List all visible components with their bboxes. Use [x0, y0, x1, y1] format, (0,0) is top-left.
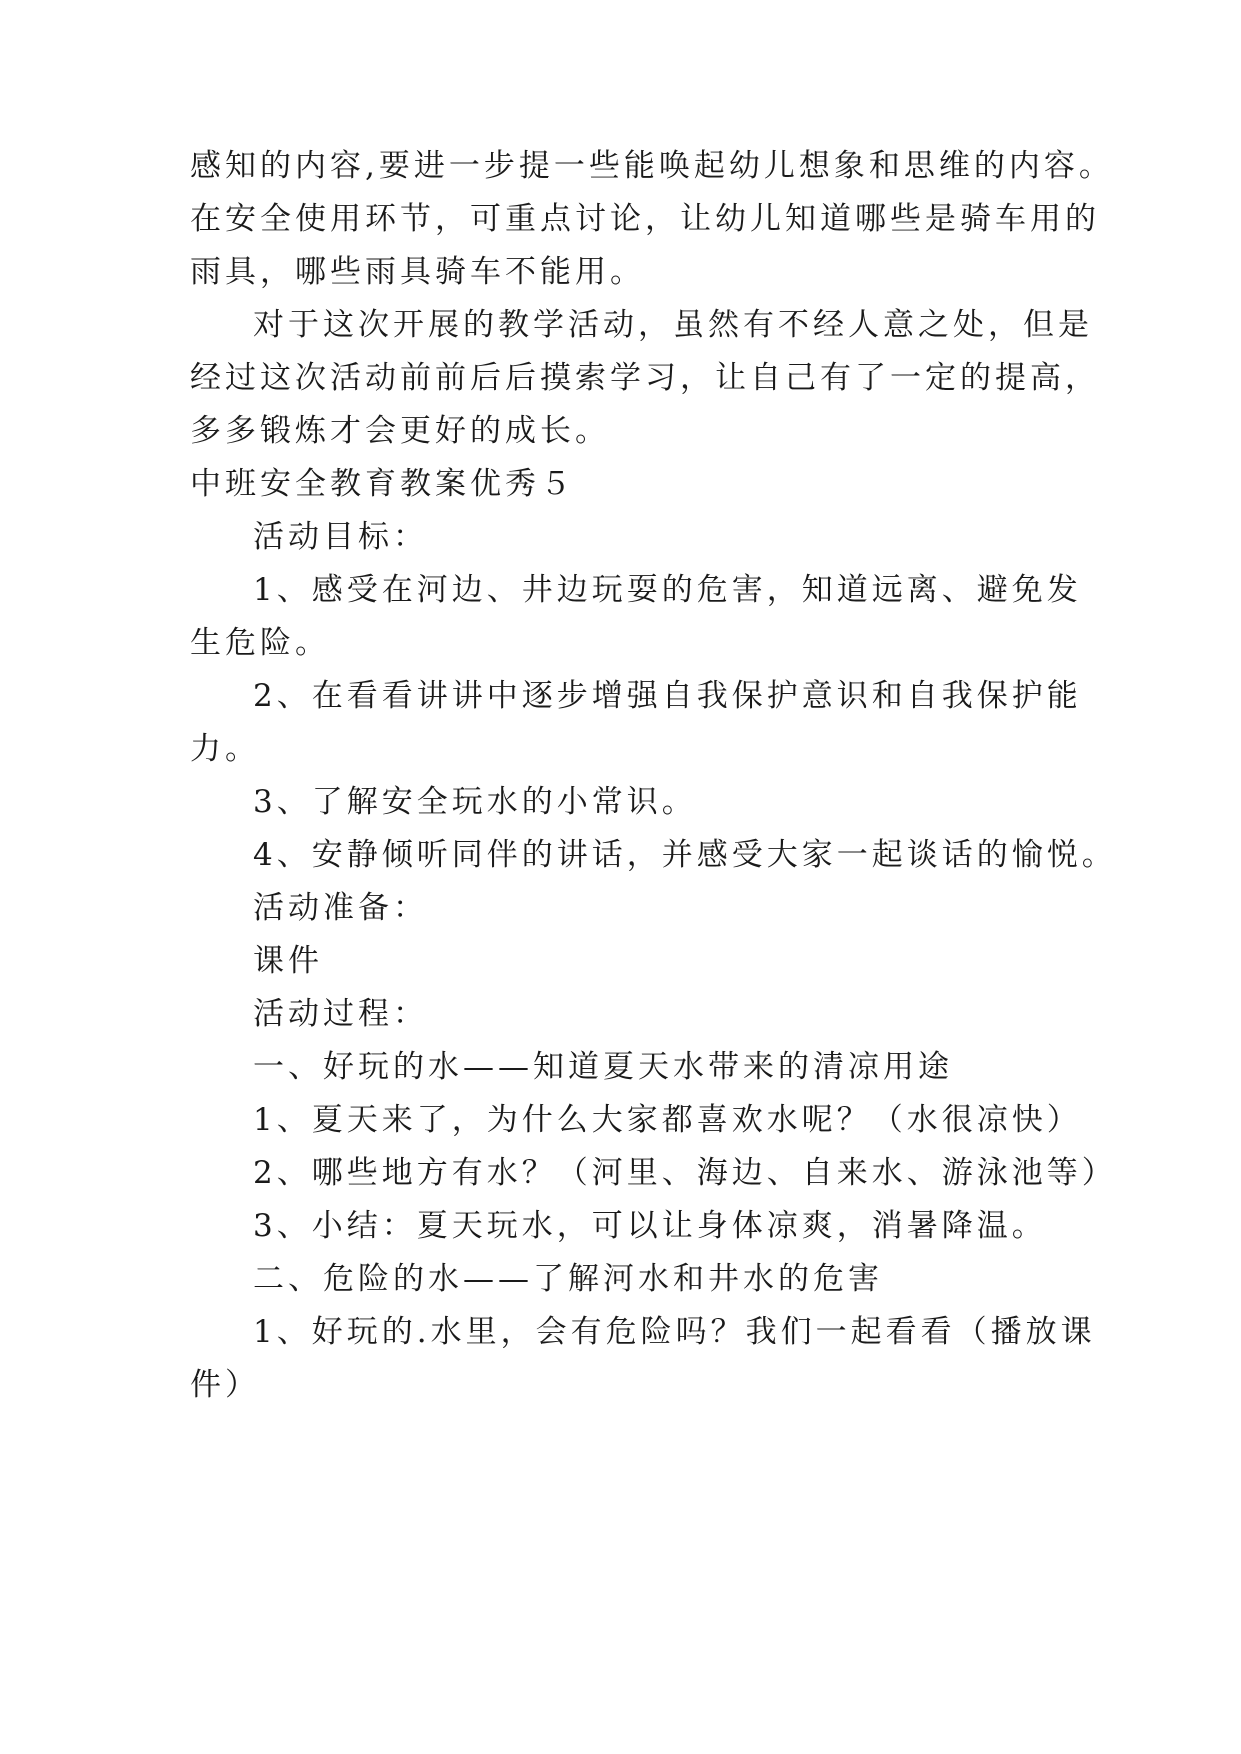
- list-item-continuation: 力。: [190, 731, 260, 767]
- list-item-continuation: 生危险。: [190, 625, 330, 661]
- subheading-goals: 活动目标：: [253, 519, 428, 555]
- list-item: 1、好玩的.水里，会有危险吗？我们一起看看（播放课: [253, 1314, 1096, 1350]
- list-item: 2、哪些地方有水？（河里、海边、自来水、游泳池等）: [253, 1155, 1117, 1191]
- list-item: 4、安静倾听同伴的讲话，并感受大家一起谈话的愉悦。: [253, 837, 1117, 873]
- paragraph-line: 经过这次活动前前后后摸索学习，让自己有了一定的提高，: [190, 360, 1100, 396]
- process-step-heading: 二、危险的水——了解河水和井水的危害: [253, 1261, 883, 1297]
- list-item: 1、夏天来了，为什么大家都喜欢水呢？（水很凉快）: [253, 1102, 1082, 1138]
- paragraph-line: 课件: [253, 943, 323, 979]
- list-item: 2、在看看讲讲中逐步增强自我保护意识和自我保护能: [253, 678, 1082, 714]
- list-item: 3、了解安全玩水的小常识。: [253, 784, 697, 820]
- list-item: 3、小结：夏天玩水，可以让身体凉爽，消暑降温。: [253, 1208, 1047, 1244]
- paragraph-line: 在安全使用环节，可重点讨论，让幼儿知道哪些是骑车用的: [190, 201, 1100, 237]
- paragraph-line: 多多锻炼才会更好的成长。: [190, 413, 610, 449]
- section-heading: 中班安全教育教案优秀５: [190, 466, 575, 502]
- list-item: 1、感受在河边、井边玩耍的危害，知道远离、避免发: [253, 572, 1082, 608]
- paragraph-line: 雨具，哪些雨具骑车不能用。: [190, 254, 645, 290]
- list-item-continuation: 件）: [190, 1367, 260, 1403]
- subheading-preparation: 活动准备：: [253, 890, 428, 926]
- subheading-process: 活动过程：: [253, 996, 428, 1032]
- paragraph-line: 感知的内容,要进一步提一些能唤起幼儿想象和思维的内容。: [190, 148, 1114, 184]
- process-step-heading: 一、好玩的水——知道夏天水带来的清凉用途: [253, 1049, 953, 1085]
- paragraph-line: 对于这次开展的教学活动，虽然有不经人意之处，但是: [253, 307, 1093, 343]
